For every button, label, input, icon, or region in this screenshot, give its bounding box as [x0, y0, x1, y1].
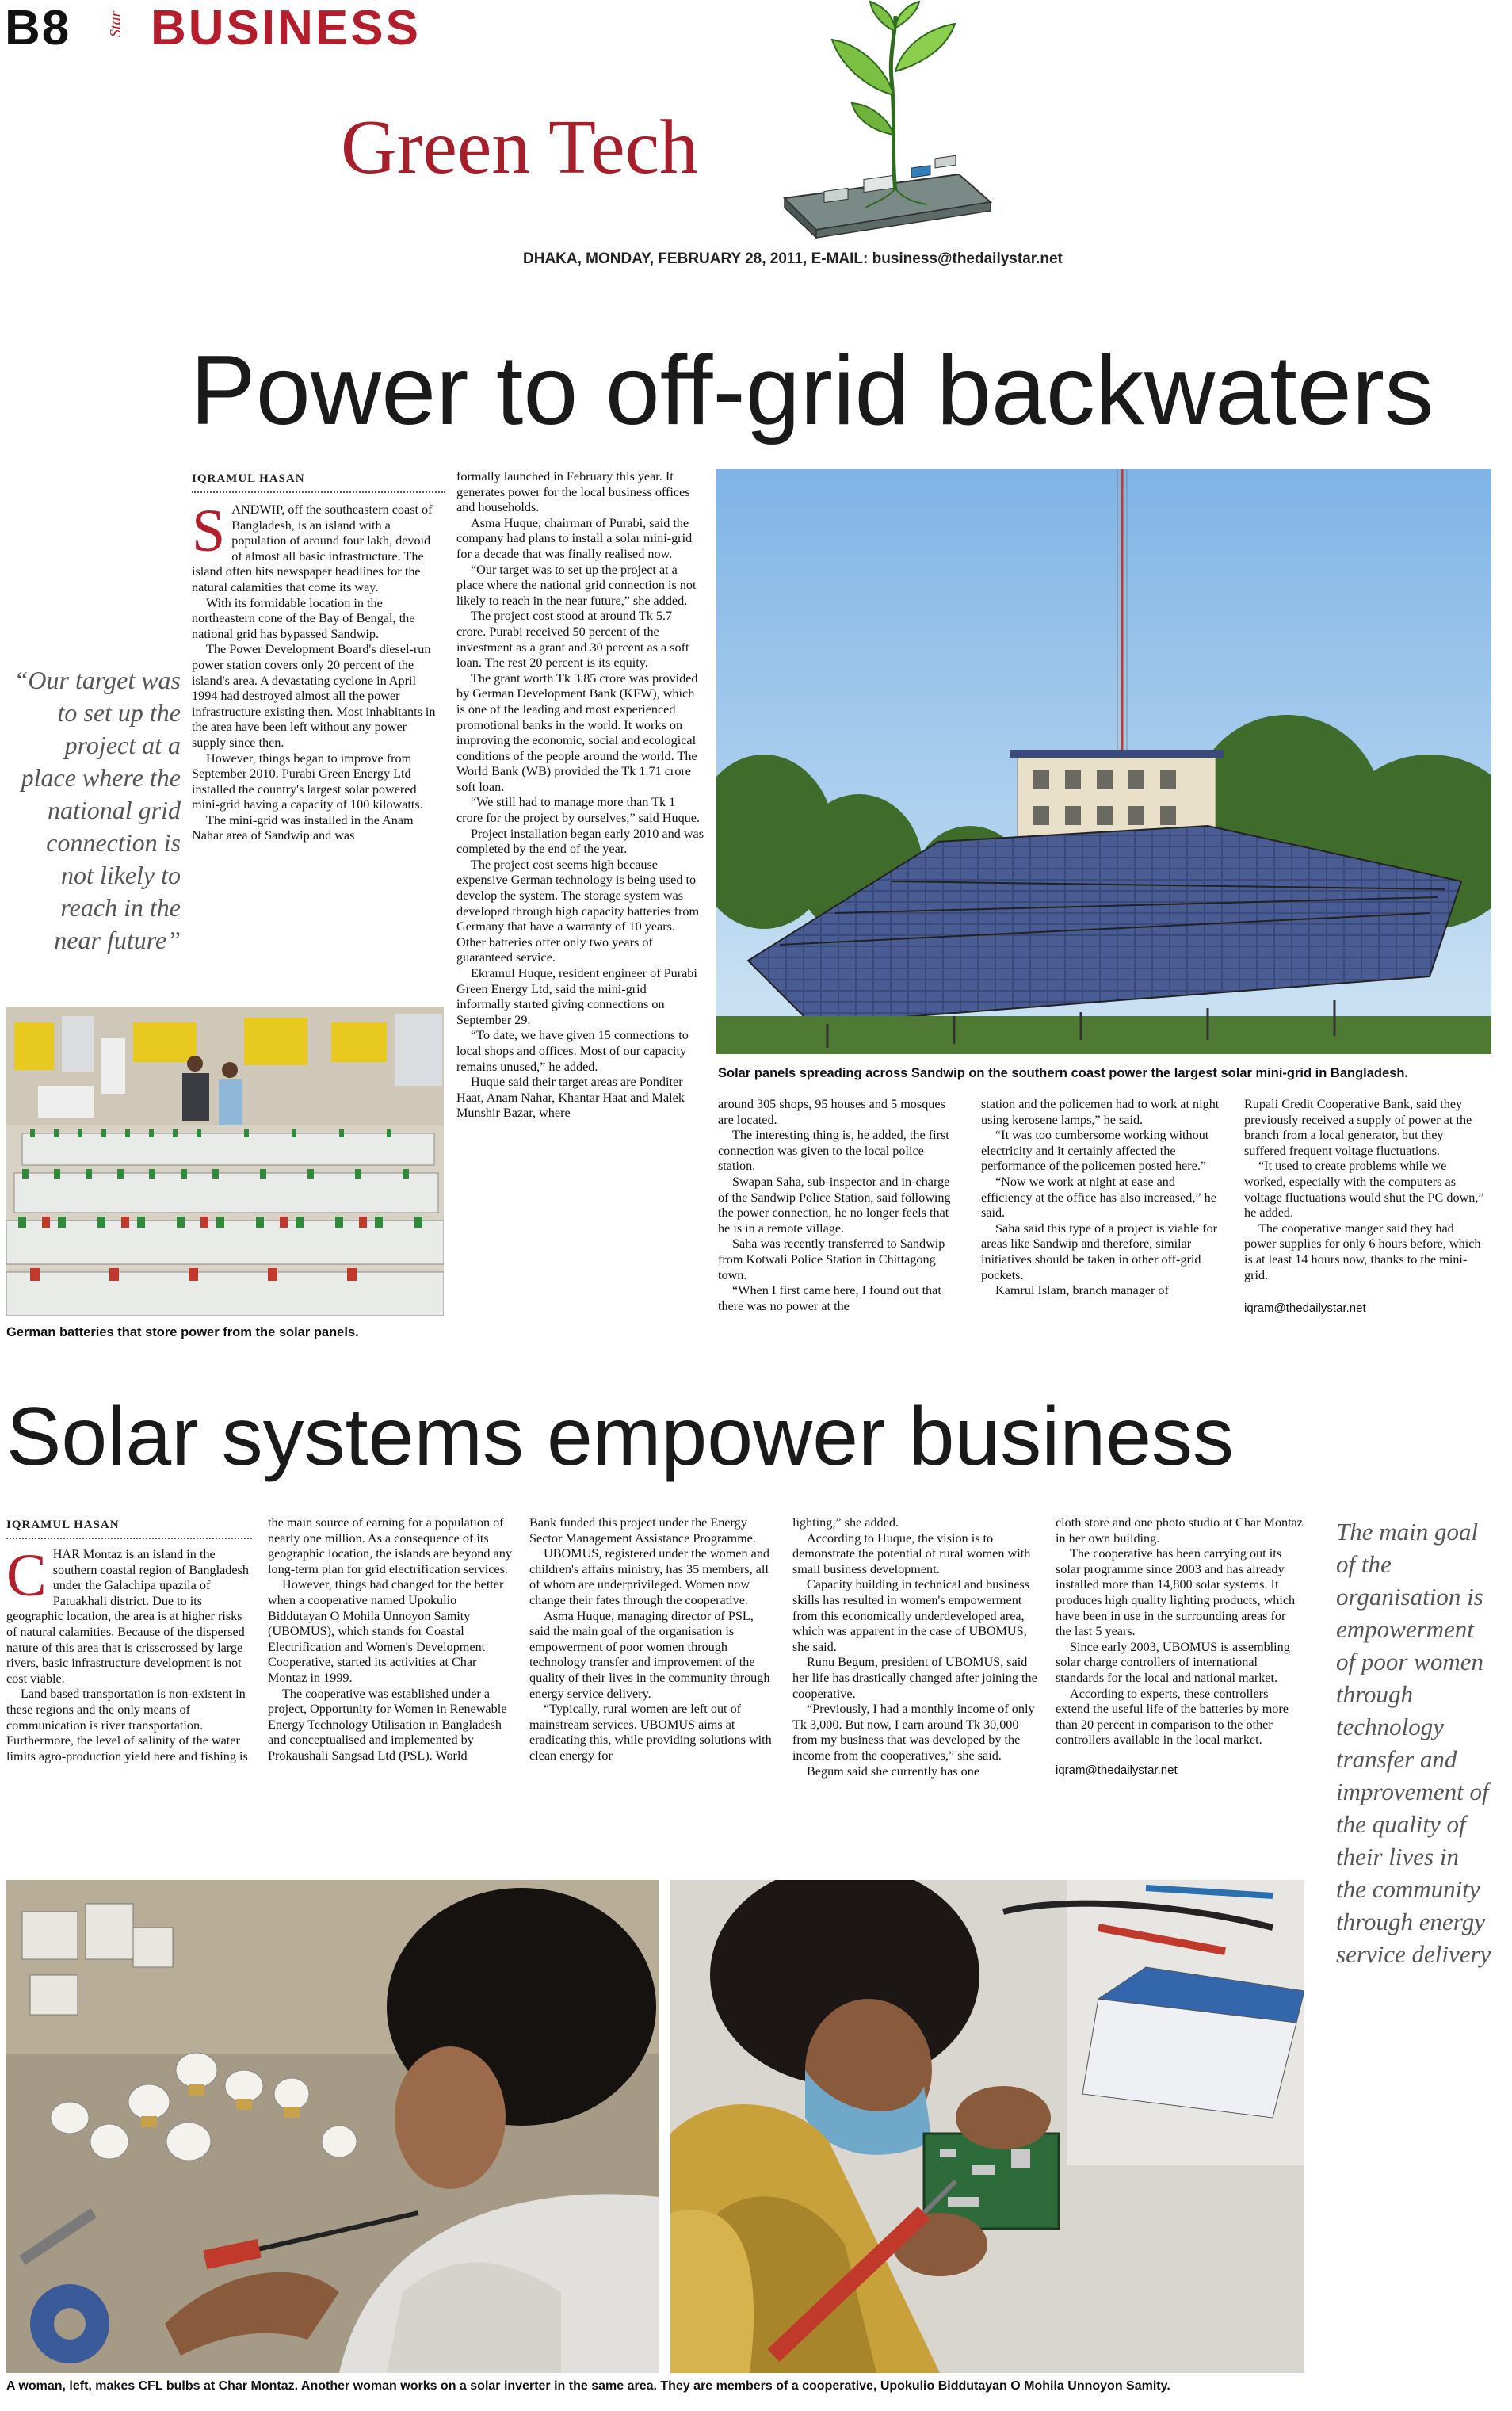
paragraph: Saha said this type of a project is viable for areas like Sandwip and therefore, similar initiatives should be taken in other off-grid pockets.	[981, 1221, 1218, 1282]
story2-column-5	[1056, 1515, 1303, 1779]
paragraph: However, things had changed for the better when a cooperative named Upokulio Biddutayan O Mohila Unnoyon Samity (UBOMUS), which stands for Coastal Electrification and Women's Development Cooperative, started its activities at Char Montaz in 1999.	[268, 1577, 504, 1685]
paragraph: “We still had to manage more than Tk 1 crore for the project by ourselves,” said Huque.	[456, 795, 701, 826]
paragraph: “Now we work at night at ease and efficiency at the office has also increased,” he said.	[981, 1174, 1216, 1221]
paragraph: The mini-grid was installed in the Anam Nahar area of Sandwip and was	[192, 812, 414, 843]
paragraph: “It was too cumbersome working without electricity and it certainly affected the performance of the policemen posted here.”	[981, 1128, 1209, 1174]
paragraph: Asma Huque, chairman of Purabi, said the company had plans to install a solar mini-grid for a decade that was finally realised now.	[456, 515, 693, 561]
solar-panels-caption: Solar panels spreading across Sandwip on the southern coast power the largest solar mini-grid in Bangladesh.	[718, 1066, 1409, 1080]
paragraph: Bank funded this project under the Energy Sector Management Assistance Programme.	[529, 1515, 756, 1546]
paragraph: The cooperative has been carrying out its solar programme since 2003 and has already installed more than 14,800 solar systems. It produces high quality lighting products, which have been in use in the surrounding areas for the last 5 years.	[1056, 1546, 1296, 1639]
story1-byline: IQRAMUL HASAN	[192, 472, 305, 485]
paragraph: Asma Huque, managing director of PSL, said the main goal of the organisation is empowerment of poor women through technology transfer and improvement of the quality of their lives in the community through energy service delivery.	[529, 1608, 770, 1701]
paragraph: lighting,” she added.	[792, 1515, 899, 1530]
paragraph: Runu Begum, president of UBOMUS, said her life has drastically changed after joining the cooperative.	[792, 1655, 1037, 1701]
cfl-bulbs-photo	[6, 1880, 659, 2373]
story1-pullquote: “Our target was to set up the project at a place where the national grid connection is not likely to reach in the near future”	[13, 666, 181, 954]
paragraph: Rupali Credit Cooperative Bank, said they previously received a supply of power at the branch from a local generator, but they suffered frequent voltage fluctuations.	[1244, 1097, 1472, 1158]
batteries-photo	[6, 1007, 444, 1316]
dateline: DHAKA, MONDAY, FEBRUARY 28, 2011, E-MAIL: business@thedailystar.net	[523, 250, 1063, 267]
section-name: BUSINESS	[151, 1, 421, 55]
paragraph: The cooperative was established under a project, Opportunity for Women in Renewable Energy Technology Utilisation in Bangladesh and conceptualised and implemented by Prokaushali Sangsad Ltd (PSL). World	[268, 1686, 507, 1763]
paragraph: The Power Development Board's diesel-run power station covers only 20 percent of the island's area. A devastating cyclone in April 1994 had destroyed almost all the power infrastructure existing then. Most inhabitants in the area have been left without any power supply since then.	[192, 642, 436, 750]
paragraph: Kamrul Islam, branch manager of	[995, 1283, 1169, 1298]
page-number: B8	[5, 1, 71, 55]
story1-column-4	[981, 1097, 1224, 1299]
paragraph: Begum said she currently has one	[807, 1763, 980, 1779]
paragraph: cloth store and one photo studio at Char Montaz in her own building.	[1056, 1515, 1303, 1546]
paragraph: With its formidable location in the northeastern cone of the Bay of Bengal, the national grid has bypassed Sandwip.	[192, 595, 415, 641]
paragraph: UBOMUS, registered under the women and children's affairs ministry, has 35 members, all of whom are underprivileged. Women now change their fates through the cooperative.	[529, 1546, 770, 1607]
paragraph: “Our target was to set up the project at a place where the national grid connection is not likely to reach in the near future,” she added.	[456, 562, 697, 608]
story1-column-5	[1244, 1097, 1487, 1316]
paragraph: The cooperative manger said they had power supplies for only 6 hours before, which is at least 14 hours now, thanks to the mini-grid.	[1244, 1221, 1481, 1282]
paragraph: Capacity building in technical and business skills has resulted in women's empowerment from this economically underdeveloped area, which was apparent in the case of UBOMUS, she said.	[792, 1577, 1029, 1654]
paragraph: The grant worth Tk 3.85 crore was provided by German Development Bank (KFW), which is one of the leading and most experienced promotional banks in the world. It works on improving the economic, social and ecological conditions of the people around the world. The World Bank (WB) provided the Tk 1.71 crore soft loan.	[456, 671, 698, 794]
author-email[interactable]: iqram@thedailystar.net	[1244, 1301, 1366, 1316]
paragraph: the main source of earning for a population of nearly one million. As a consequence of its geographic location, the islands are beyond any long-term plan for grid electrification services.	[268, 1515, 512, 1576]
author-email[interactable]: iqram@thedailystar.net	[1056, 1763, 1178, 1777]
newspaper-logo	[107, 9, 143, 37]
paragraph: Saha was recently transferred to Sandwip from Kotwali Police Station in Chittagong town.	[718, 1236, 945, 1282]
dropcap: C	[6, 1542, 47, 1609]
paragraph: “When I first came here, I found out that there was no power at the	[718, 1283, 941, 1313]
paragraph: The project cost seems high because expensive German technology is being used to develop the system. The storage system was developed through high capacity batteries from Germany that have a warranty of 10 years. Other batteries offer only two years of guaranteed service.	[456, 857, 700, 965]
story2-pullquote: The main goal of the organisation is empowerment of poor women through technology transfer and improvement of the quality of their lives in the community through energy service delivery	[1336, 1518, 1491, 1968]
plant-circuit-illustration	[777, 0, 998, 246]
paragraph: According to experts, these controllers extend the useful life of the batteries by more than 20 percent in comparison to the other controllers available in the local market.	[1056, 1686, 1289, 1748]
paragraph: HAR Montaz is an island in the southern coastal region of Bangladesh under the Galachipa upazila of Patuakhali district. Due to its geographic location, the area is at higher risks of natural calamities. Because of the dispersed nature of this area that is crisscrossed by large rivers, basic infrastructure development is not cost viable.	[6, 1547, 249, 1686]
story1-headline: Power to off-grid backwaters	[190, 336, 1434, 445]
story2-column-1	[6, 1542, 252, 1764]
story2-column-3	[529, 1515, 777, 1764]
paragraph: Project installation began early 2010 and was completed by the end of the year.	[456, 826, 704, 857]
paragraph: “It used to create problems while we worked, especially with the computers as voltage fluctuations would shut the PC down,” he added.	[1244, 1159, 1484, 1221]
paragraph: station and the policemen had to work at night using kerosene lamps,” he said.	[981, 1097, 1220, 1127]
story2-caption: A woman, left, makes CFL bulbs at Char Montaz. Another woman works on a solar inverter in the same area. They are members of a cooperative, Upokulio Biddutayan O Mohila Unnoyon Samity.	[6, 2379, 1170, 2393]
paragraph: Huque said their target areas are Ponditer Haat, Anam Nahar, Khantar Haat and Malek Munshir Bazar, where	[456, 1075, 685, 1121]
story1-column-2	[456, 469, 704, 1121]
paragraph: around 305 shops, 95 houses and 5 mosques are located.	[718, 1097, 945, 1127]
byline-rule	[192, 491, 445, 493]
paragraph: However, things began to improve from September 2010. Purabi Green Energy Ltd installed the country's largest solar powered mini-grid having a capacity of 100 kilowatts.	[192, 751, 423, 812]
paragraph: According to Huque, the vision is to demonstrate the potential of rural women with small business development.	[792, 1530, 1031, 1576]
paragraph: “Previously, I had a monthly income of only Tk 3,000. But now, I earn around Tk 30,000 from my business that was developed by the income from the cooperatives,” she said.	[792, 1702, 1035, 1763]
paragraph: The project cost stood at around Tk 5.7 crore. Purabi received 50 percent of the investment as a grant and 30 percent as a soft loan. The rest 20 percent is its equity.	[456, 609, 689, 671]
story2-column-4	[792, 1515, 1040, 1779]
story1-column-3	[718, 1097, 960, 1314]
section-title: Green Tech	[341, 105, 699, 190]
paragraph: “Typically, rural women are left out of mainstream services. UBOMUS aims at eradicating this, while providing solutions with clean energy for	[529, 1702, 772, 1763]
story2-byline: IQRAMUL HASAN	[6, 1519, 120, 1531]
solar-inverter-photo	[670, 1880, 1304, 2373]
solar-panels-photo	[716, 469, 1491, 1054]
dropcap: S	[192, 498, 226, 564]
logo-text: Star	[107, 10, 124, 37]
batteries-caption: German batteries that store power from the solar panels.	[6, 1325, 359, 1339]
paragraph: formally launched in February this year. It generates power for the local business offices and households.	[456, 469, 690, 515]
paragraph: “To date, we have given 15 connections to local shops and offices. Most of our capacity remains unused,” he added.	[456, 1028, 689, 1074]
story1-column-1	[192, 498, 442, 844]
paragraph: Ekramul Huque, resident engineer of Purabi Green Energy Ltd, said the mini-grid informally started giving connections on September 29.	[456, 966, 697, 1027]
paragraph: Since early 2003, UBOMUS is assembling solar charge controllers of international standards for the local and national market.	[1056, 1639, 1290, 1685]
paragraph: Swapan Saha, sub-inspector and in-charge of the Sandwip Police Station, said following the power connection, he no longer feels that he is in a remote village.	[718, 1174, 951, 1236]
paragraph: ANDWIP, off the southeastern coast of Bangladesh, is an island with a population of around four lakh, devoid of almost all basic infrastructure. The island often hits newspaper headlines for the natural calamities that come its way.	[192, 502, 433, 594]
story2-column-2	[268, 1515, 515, 1764]
paragraph: Land based transportation is non-existent in these regions and the only means of communication is river transportation. Furthermore, the level of salinity of the water limits agro-production yield here and fishing is	[6, 1687, 248, 1763]
paragraph: The interesting thing is, he added, the first connection was given to the local police station.	[718, 1128, 949, 1174]
byline-rule	[6, 1538, 252, 1539]
story2-headline: Solar systems empower business	[6, 1391, 1235, 1483]
